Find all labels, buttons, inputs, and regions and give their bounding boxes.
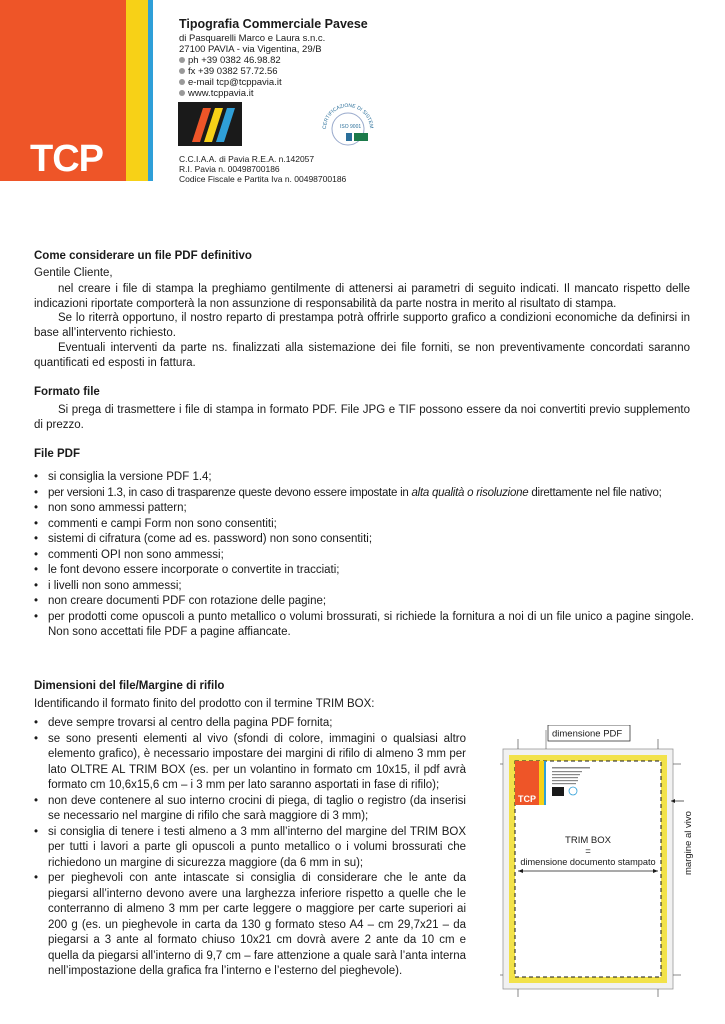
ri-line: R.I. Pavia n. 00498700186 xyxy=(179,164,280,174)
certification-seal-icon xyxy=(316,95,380,149)
email-text[interactable]: e-mail tcp@tcppavia.it xyxy=(188,77,282,88)
header-blue-band xyxy=(148,0,153,181)
company-email[interactable] xyxy=(179,77,282,89)
file-pdf-list xyxy=(34,470,694,641)
stripes-logo-icon xyxy=(178,102,242,146)
company-owners: di Pasquarelli Marco e Laura s.n.c. xyxy=(179,33,326,44)
bullet-dot-icon xyxy=(179,79,185,85)
pdf-dimension-label: dimensione PDF xyxy=(552,728,623,740)
section-heading-formato: Formato file xyxy=(34,386,100,398)
section-heading-dimensioni: Dimensioni del file/Margine di rifilo xyxy=(34,680,225,692)
list-item-text: per versioni 1.3, in caso di trasparenze queste devono essere impostate in xyxy=(48,486,412,499)
section-heading-file-pdf: File PDF xyxy=(34,448,81,460)
company-name: Tipografia Commerciale Pavese xyxy=(179,17,368,31)
list-item: • per prodotti come opuscoli a punto metallico o volumi brossurati, si richiede la fornitura a noi di un file unico a pagine singole. Non sono accettati file PDF a pagine affiancate. xyxy=(34,610,694,641)
list-item: • sistemi di cifratura (come ad es. password) non sono consentiti; xyxy=(34,532,694,548)
list-item: • commenti e campi Form non sono consentiti; xyxy=(34,517,694,533)
trim-box-label: TRIM BOX xyxy=(565,835,611,846)
cciaa-line: C.C.I.A.A. di Pavia R.E.A. n.142057 xyxy=(179,154,315,164)
company-phone xyxy=(179,55,281,67)
trim-box-diagram xyxy=(500,725,705,1005)
company-fax xyxy=(179,66,278,78)
fax-text: fx +39 0382 57.72.56 xyxy=(188,66,278,77)
web-text[interactable]: www.tcppavia.it xyxy=(188,88,254,99)
bullet-dot-icon xyxy=(179,68,185,74)
intro-paragraph-1: nel creare i file di stampa la preghiamo gentilmente di attenersi ai parametri di seguito indicati. Il mancato rispetto delle indicazioni riportate comporterà la non assunzione di responsabilità da parte nostra in merito al risultato di stampa. xyxy=(34,283,690,310)
company-address: 27100 PAVIA - via Vigentina, 29/B xyxy=(179,44,322,55)
tcp-logo-text: TCP xyxy=(30,138,103,180)
formato-paragraph: Si prega di trasmettere i file di stampa in formato PDF. File JPG e TIF possono essere da noi convertiti previo supplemento di prezzo. xyxy=(34,404,690,431)
bullet-dot-icon xyxy=(179,57,185,63)
cert-arc-text: CERTIFICAZIONE DI SISTEM xyxy=(321,102,375,130)
list-item: • le font devono essere incorporate o convertite in tracciati; xyxy=(34,563,694,579)
list-item: • non creare documenti PDF con rotazione delle pagine; xyxy=(34,594,694,610)
list-item xyxy=(34,486,694,502)
list-item: • i livelli non sono ammessi; xyxy=(34,579,694,595)
dimensioni-list xyxy=(34,716,466,980)
list-item: • si consiglia la versione PDF 1.4; xyxy=(34,470,694,486)
greeting: Gentile Cliente, xyxy=(34,267,113,279)
vat-line: Codice Fiscale e Partita Iva n. 00498700186 xyxy=(179,174,347,184)
cert-iso-text: ISO 9001 xyxy=(340,124,362,130)
intro-paragraph-2: Se lo riterrà opportuno, il nostro reparto di prestampa potrà offrirle supporto grafico a condizioni economiche da definirsi in base all’intervento richiesto. xyxy=(34,312,690,339)
list-item: • commenti OPI non sono ammessi; xyxy=(34,548,694,564)
intro-paragraph-3: Eventuali interventi da parte ns. finalizzati alla sistemazione dei file forniti, se non preventivamente concordati saranno quantificati ed esposti in fattura. xyxy=(34,342,690,369)
equals-sign: = xyxy=(585,846,591,857)
bullet-dot-icon xyxy=(179,90,185,96)
company-web[interactable] xyxy=(179,88,253,100)
list-item-tail: direttamente nel file nativo; xyxy=(528,486,662,499)
printed-size-label: dimensione documento stampato xyxy=(520,857,656,867)
list-item-italic: alta qualità o risoluzione xyxy=(411,486,529,499)
phone-text: ph +39 0382 46.98.82 xyxy=(188,55,281,66)
list-item: • non deve contenere al suo interno crocini di piega, di taglio o registro (da inserisi se necessario nel margine di rifilo che sarà maggiore di 3 mm); xyxy=(34,794,466,825)
list-item: • deve sempre trovarsi al centro della pagina PDF fornita; xyxy=(34,716,466,732)
list-item: • se sono presenti elementi al vivo (sfondi di colore, immagini o qualsiasi altro elemento grafico), è necessario impostare dei margini di rifilo di almeno 3 mm per lato OLTRE AL TRIM BOX (es. per un volantino in formato cm 10x15, il pdf avrà formato cm 10,6x15,6 cm – i 3 mm per lato saranno asportati in fase di rifilo); xyxy=(34,732,466,794)
page-title: Come considerare un file PDF definitivo xyxy=(34,250,252,262)
list-item: • per pieghevoli con ante intascate si consiglia di considerare che le ante da piegarsi all’interno devono avere una larghezza inferiore rispetto a quelle che le conterranno di almeno 3 mm per carte leggere o maggiore per carte superiori ai 200 g (es. un pieghevole in carta da 130 g formato steso A4 – cm 29,7x21 – da piegarsi a 3 ante al formato chiuso 10x21 cm dovrà avere 2 ante da 10 cm e quella da piegarsi all’interno di 9,7 cm – fare attenzione a quale sarà l’anta interna nell’impostazione della grafica fra l’interno e l’esterno del pieghevole). xyxy=(34,871,466,980)
bleed-margin-label: margine al vivo xyxy=(683,811,694,875)
registration-info xyxy=(179,154,346,184)
list-item: • si consiglia di tenere i testi almeno a 3 mm all’interno del margine del TRIM BOX per tutti i lavori a parte gli opuscoli a punto metallico o i volumi brossurati che richiedono un margine di sicurezza maggiore (da 6 mm in su); xyxy=(34,825,466,872)
dimensioni-intro: Identificando il formato finito del prodotto con il termine TRIM BOX: xyxy=(34,698,375,710)
list-item: • non sono ammessi pattern; xyxy=(34,501,694,517)
mini-logo-text: TCP xyxy=(518,794,536,804)
header-yellow-band xyxy=(126,0,148,181)
